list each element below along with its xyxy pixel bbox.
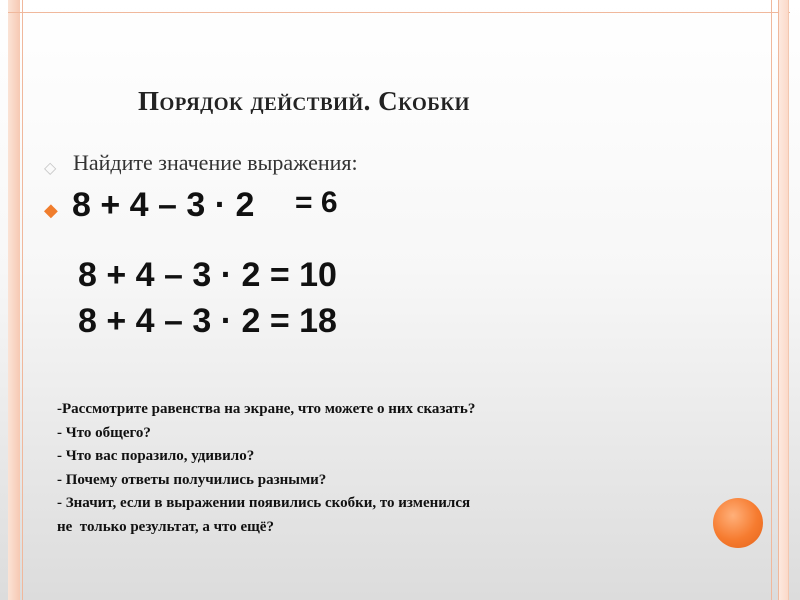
expression-main-result: = 6 — [295, 186, 338, 219]
frame-right-line-1 — [771, 0, 772, 600]
diamond-outline-icon: ◇ — [44, 160, 57, 177]
slide-title: Порядок действий. Скобки — [138, 86, 470, 116]
prompt-text: Найдите значение выражения: — [73, 150, 358, 175]
frame-left-line — [22, 0, 23, 600]
question-line: -Рассмотрите равенства на экране, что можете о них сказать? — [57, 401, 476, 417]
frame-top-line — [8, 12, 790, 13]
frame-right-line-2 — [778, 0, 779, 600]
expression-result-10: 8 + 4 – 3 · 2 = 10 — [78, 256, 337, 294]
diamond-filled-icon: ◆ — [44, 200, 58, 220]
question-line: - Значит, если в выражении появились скобки, то изменился — [57, 495, 471, 511]
frame-right-line-3 — [788, 0, 789, 600]
question-line: - Что общего? — [57, 424, 151, 441]
question-line: - Почему ответы получились разными? — [57, 471, 327, 488]
orange-circle-decoration — [713, 498, 763, 548]
question-line: - Что вас поразило, удивило? — [57, 448, 255, 464]
question-line: не только результат, а что ещё? — [57, 518, 274, 535]
frame-right-band — [779, 0, 788, 600]
expression-result-18: 8 + 4 – 3 · 2 = 18 — [78, 302, 337, 340]
frame-left-band — [8, 0, 20, 600]
questions-block — [57, 398, 475, 539]
expression-main: 8 + 4 – 3 · 2 — [72, 186, 255, 224]
